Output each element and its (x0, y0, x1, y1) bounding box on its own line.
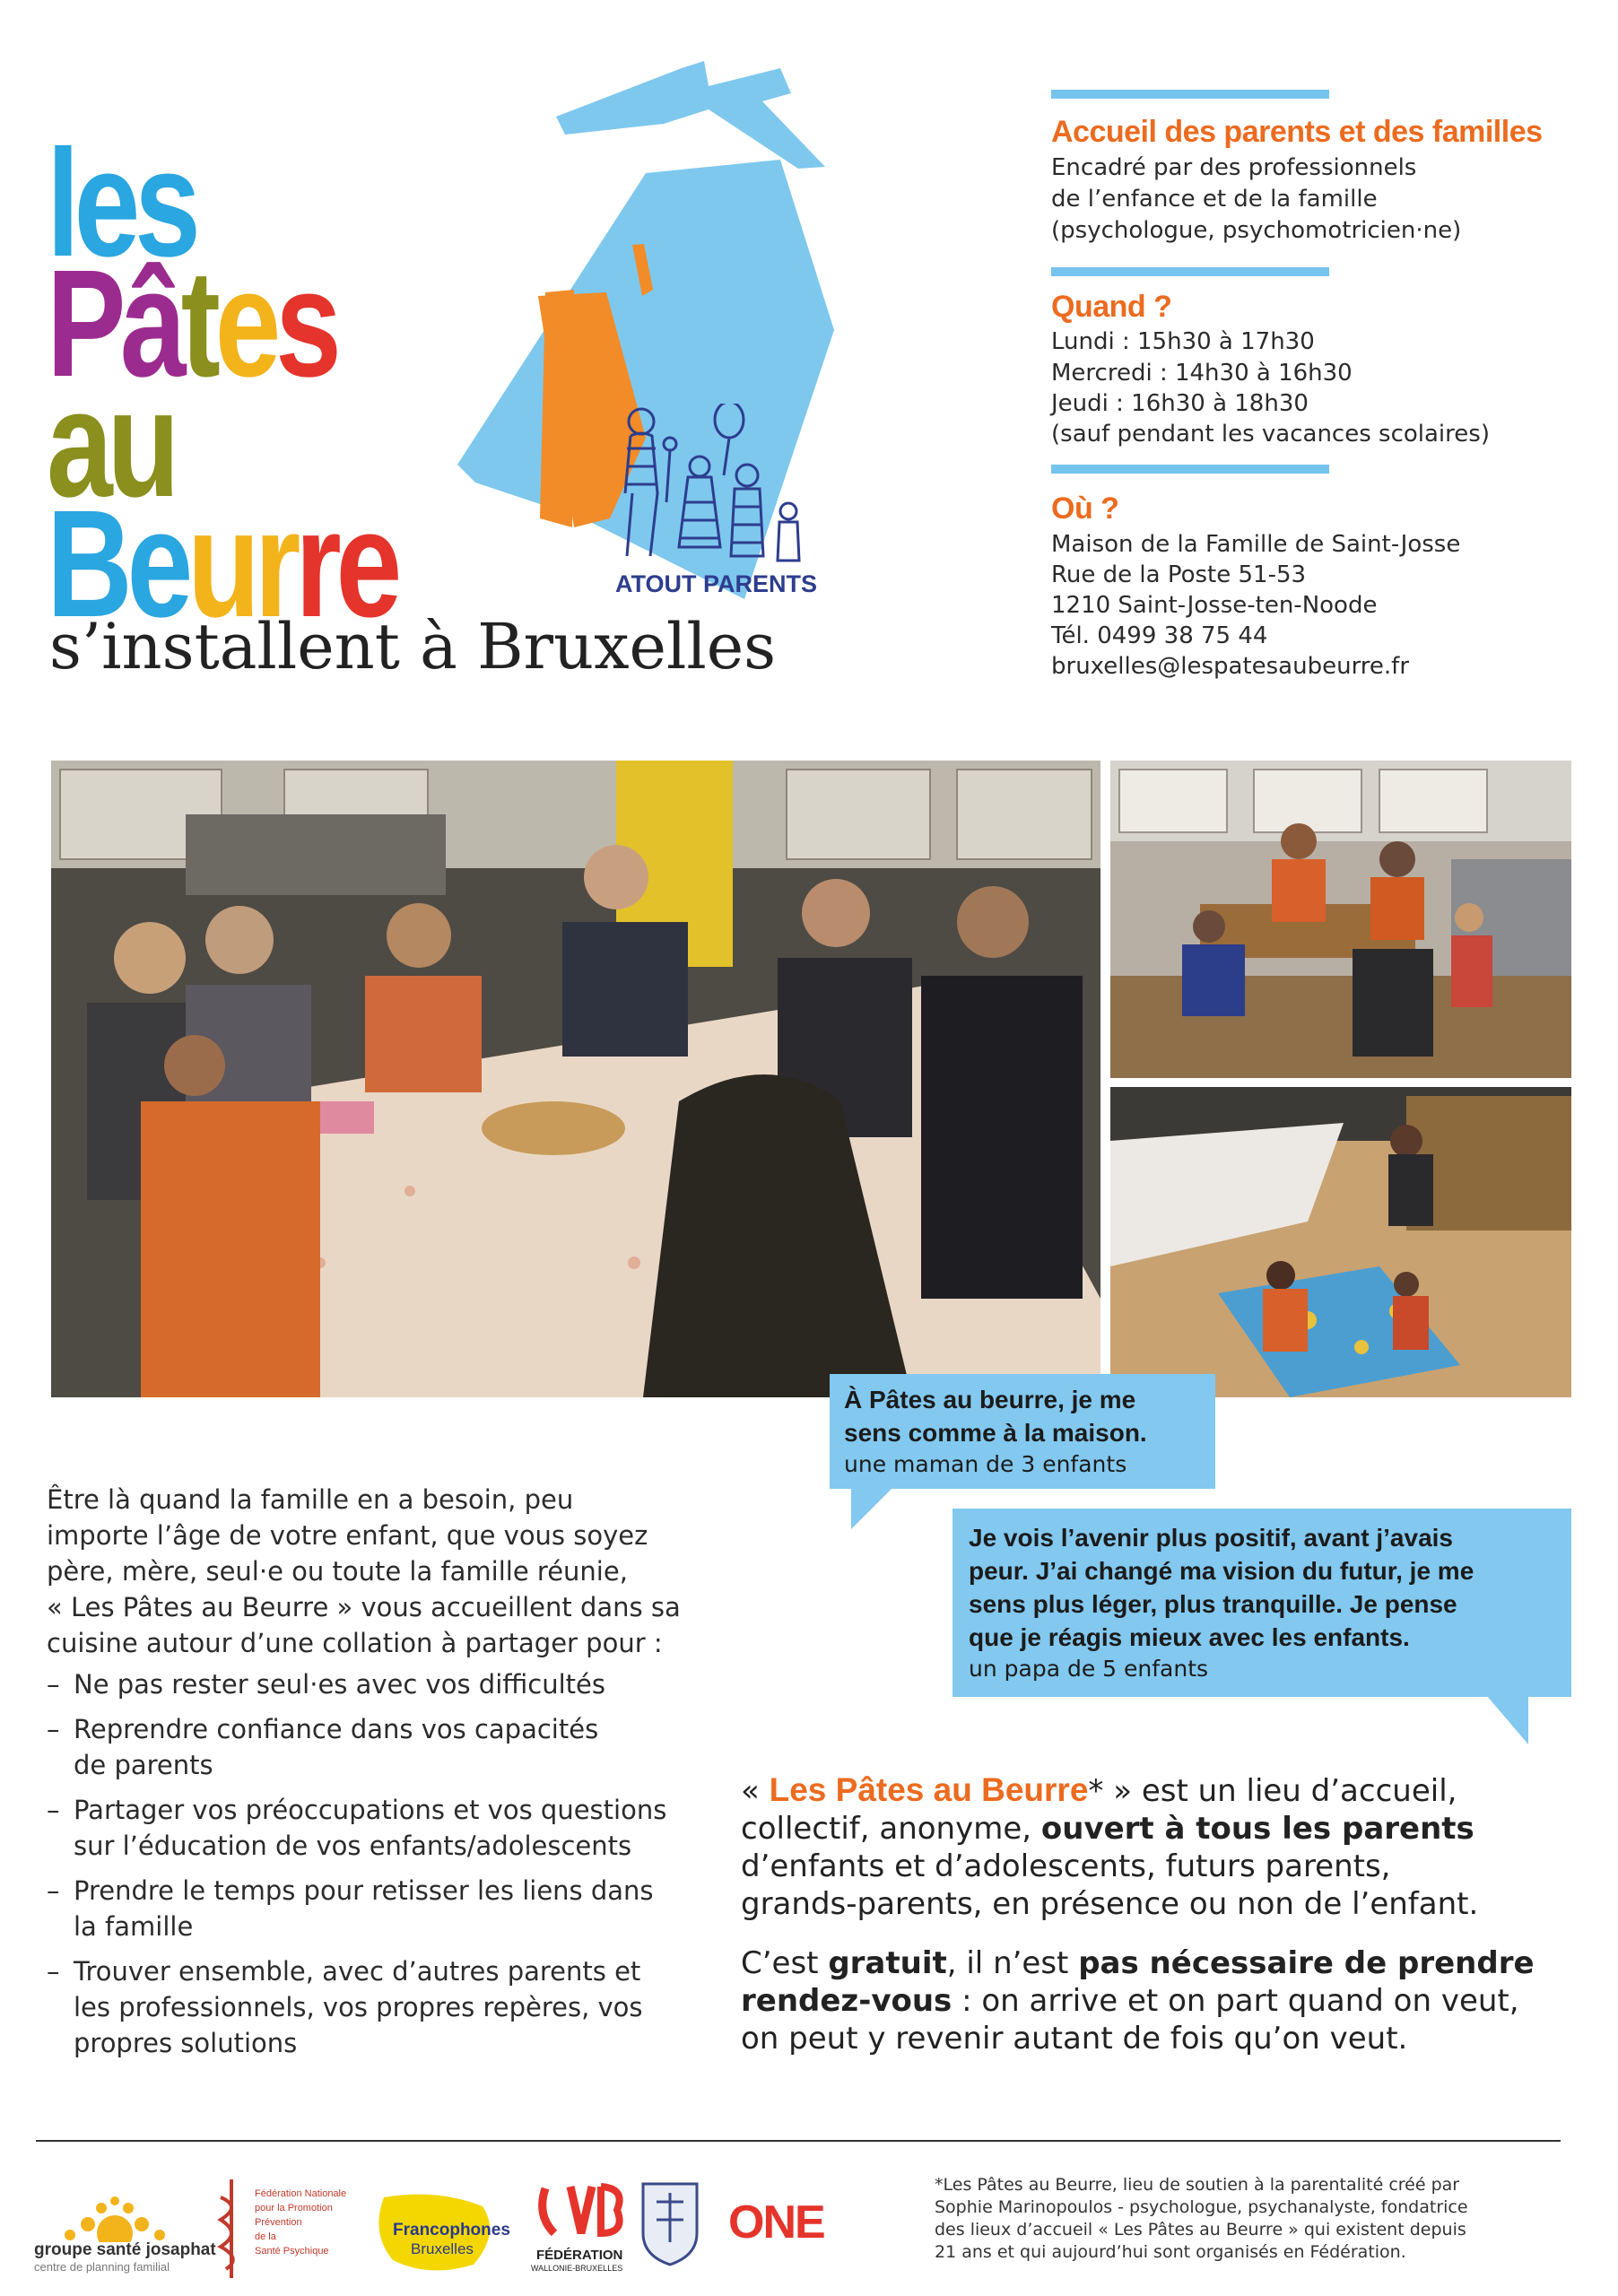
description-text (741, 1771, 1548, 2079)
logo-josaphat: groupe santé josaphat centre de planning familial (34, 2188, 196, 2278)
info-divider (1051, 465, 1329, 474)
quote-bubble-father (953, 1509, 1571, 1697)
quote-bubble-mother (830, 1374, 1215, 1489)
list-item: – Trouver ensemble, avec d’autres parents et les professionnels, vos propres repères, vos propres solutions (47, 1953, 710, 2061)
welcome-line: Encadré par des professionnels (1051, 154, 1417, 181)
title-les: les (47, 118, 196, 289)
intro-line: Être là quand la famille en a besoin, peu (47, 1484, 574, 1515)
quote-signature: une maman de 3 enfants (844, 1451, 1127, 1477)
logo-fnpsp: Fédération Nationale pour la Promotion Prévention de la Santé Psychique (213, 2179, 366, 2278)
intro-line: cuisine autour d’une collation à partager pour : (47, 1628, 663, 1658)
where-line: Rue de la Poste 51-53 (1051, 561, 1307, 588)
list-item: – Partager vos préoccupations et vos questions sur l’éducation de vos enfants/adolescents (47, 1792, 710, 1864)
quote-text: sens plus léger, plus tranquille. Je pense (969, 1590, 1457, 1618)
list-item: – Ne pas rester seul·es avec vos difficultés (47, 1666, 710, 1702)
when-heading: Quand ? (1051, 290, 1172, 324)
quote-text: peur. J’ai changé ma vision du futur, je me (969, 1557, 1474, 1585)
footer-rule (36, 2140, 1561, 2142)
where-line: Maison de la Famille de Saint-Josse (1051, 531, 1461, 558)
saint-josse-crest-icon (639, 2179, 701, 2269)
when-line: Lundi : 15h30 à 17h30 (1051, 328, 1315, 355)
title-pates: Pâtes (47, 239, 336, 409)
intro-line: père, mère, seul·e ou toute la famille réunie, (47, 1556, 628, 1587)
where-heading: Où ? (1051, 491, 1119, 526)
where-line: 1210 Saint-Josse-ten-Noode (1051, 592, 1378, 619)
description-paragraph: C’est gratuit, il n’est pas nécessaire de prendre rendez-vous : on arrive et on part quand on veut, on peut y revenir autant de fois qu’on veut. (741, 1945, 1535, 2057)
sun-icon (34, 2188, 196, 2242)
title-au: au (47, 359, 175, 529)
list-item: – Reprendre confiance dans vos capacités de parents (47, 1711, 710, 1783)
photo-children-playing (1110, 1087, 1571, 1397)
fwb-mark-icon (527, 2179, 635, 2242)
quote-tail (1471, 1696, 1543, 1746)
quote-text: À Pâtes au beurre, je me (844, 1386, 1136, 1413)
subtitle: s’installent à Bruxelles (49, 610, 777, 683)
photo-families-table (51, 761, 1100, 1397)
atout-parents-label: ATOUT PARENTS (615, 570, 818, 597)
logo-francophones-bruxelles: Francophones Bruxelles (366, 2188, 518, 2278)
quote-text: que je réagis mieux avec les enfants. (969, 1623, 1410, 1651)
brand-name: Les Pâtes au Beurre (769, 1771, 1089, 1808)
family-figures-icon (614, 404, 812, 565)
logo-fwb: FÉDÉRATION WALLONIE-BRUXELLES (527, 2179, 635, 2278)
when-line: Mercredi : 14h30 à 16h30 (1051, 360, 1353, 387)
intro-line: importe l’âge de votre enfant, que vous soyez (47, 1520, 648, 1551)
quote-text: Je vois l’avenir plus positif, avant j’avais (969, 1524, 1453, 1552)
when-line: (sauf pendant les vacances scolaires) (1051, 421, 1490, 448)
caduceus-icon (213, 2179, 249, 2278)
description-paragraph: « Les Pâtes au Beurre* » est un lieu d’accueil, collectif, anonyme, ouvert à tous les parents d’enfants et d’adolescents, futurs parents, grands-parents, en présence ou non de l’enfant. (741, 1771, 1479, 1922)
logo-one: ONE (728, 2196, 824, 2248)
where-line: Tél. 0499 38 75 44 (1051, 622, 1268, 649)
when-line: Jeudi : 16h30 à 18h30 (1051, 390, 1309, 417)
footnote: *Les Pâtes au Beurre, lieu de soutien à la parentalité créé par Sophie Marinopoulos - psychologue, psychanalyste, fondatrice des lieux d’accueil « Les Pâtes au Beurre » qui existent depuis 21 ans et qui aujourd’hui sont organisés en Fédération. (935, 2175, 1468, 2262)
quote-signature: un papa de 5 enfants (969, 1656, 1209, 1682)
info-divider (1051, 90, 1329, 99)
title-beurre: Beurre (47, 479, 397, 649)
photo-living-room (1110, 761, 1571, 1078)
info-divider (1051, 267, 1329, 276)
quote-tail (830, 1488, 901, 1531)
welcome-line: (psychologue, psychomotricien·ne) (1051, 217, 1462, 244)
quote-text: sens comme à la maison. (844, 1419, 1147, 1447)
intro-text (47, 1482, 710, 2070)
welcome-heading: Accueil des parents et des familles (1051, 115, 1543, 149)
where-email[interactable]: bruxelles@lespatesaubeurre.fr (1051, 653, 1410, 680)
list-item: – Prendre le temps pour retisser les liens dans la famille (47, 1873, 710, 1944)
welcome-line: de l’enfance et de la famille (1051, 186, 1378, 213)
intro-line: « Les Pâtes au Beurre » vous accueillent dans sa (47, 1592, 681, 1622)
benefits-list (47, 1666, 710, 2061)
